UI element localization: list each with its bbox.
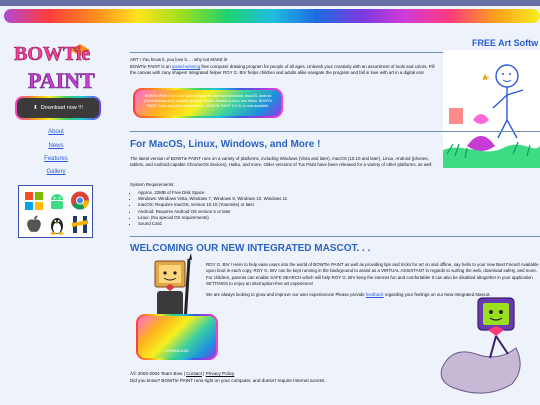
mascot-roy-g-biv-image bbox=[438, 296, 540, 400]
platforms-paragraph: The latest version of BOWTie PAINT runs on a variety of platforms, including Windows (Vista and later), macOS (10.10 and later), Linux, Android (phones, tablets, and Android-capable ChromeOS devices), Haiku, and more. Older versions of Tux Paint have been released for a variety of other platforms, as well. bbox=[130, 156, 433, 168]
top-bar bbox=[0, 0, 540, 6]
nav-news[interactable]: News bbox=[48, 143, 64, 149]
download-button[interactable] bbox=[15, 96, 101, 120]
list-item: • macOS: Requires macOS, version 10.10 (Yosemite) or later bbox=[138, 202, 330, 208]
list-item: • Windows: Windows Vista, Windows 7, Windows 8, Windows 10, Windows 11 bbox=[138, 196, 330, 202]
apple-icon bbox=[24, 214, 44, 235]
promo-text: BOWTie PAINT 0.9.34 is now available for Microsoft Windows, macOS, Android (Chromebooks too), Android (arm64) Gnack, Android (Linux) and Haiku. BOWTie PAINT Color and other platforms too. BOWTie PAINT 0.9.31 is now available. bbox=[135, 90, 281, 116]
footer-note: Did you know? BOWTie PAINT runs right on your computer, and doesn't require Internet access. bbox=[130, 378, 326, 383]
feedback-text-post: regarding your feelings on our New Integrated Mascot. bbox=[383, 292, 491, 297]
mascot-paragraph: ROY G. BIV ! Here to help ease users into the world of BOWTie PAINT as well as providing tips and tricks for art on and offline, say hello to your new Best Friend! Available upon boot in each copy, ROY G. BIV can be kept running in the background to assist as a VIRTUAL ASSISTANT in regards to surfing the web, download safety, and more. For children, parents can enable SAFE SEARCH which will help ROY G. BIV keep the internet fun and comfortable! It can also be disabled altogether in your application SETTINGS to enjoy an interruption-free art experience! bbox=[206, 262, 539, 287]
list-item: • Sound Card. bbox=[138, 221, 330, 227]
promo-banner[interactable] bbox=[133, 88, 283, 118]
nav-features[interactable]: Features bbox=[44, 156, 68, 162]
list-item: • Linux: (No special OS requirements) bbox=[138, 215, 330, 221]
logo-text-bottom: PAINT bbox=[28, 68, 95, 93]
nav-gallery[interactable]: Gallery bbox=[46, 169, 66, 175]
child-drawing-image bbox=[443, 50, 540, 168]
footer-separator: | bbox=[203, 371, 205, 376]
chrome-icon bbox=[70, 190, 90, 211]
requirements-list bbox=[130, 190, 330, 227]
intro-text-post: free computer drawing program for people of all ages. Unleash your creativity with an assortment of tools and colors. Fill the canvas with zany shapes! Integrated helper ROY G. BIV helps children and adults alike navigate the program and fall in love with art in a digital era! bbox=[130, 64, 435, 76]
rainbow-banner bbox=[4, 9, 540, 23]
intro-tagline: ART ! You know it, you love it. . . why not MAKE it! bbox=[130, 57, 228, 62]
copyright-text: Â© 2003-2004 Team Bow | bbox=[130, 371, 185, 376]
windows-icon bbox=[24, 190, 44, 211]
feedback-link[interactable]: feedback bbox=[365, 292, 384, 297]
list-item: • Approx. 22MB of Free Disk Space. bbox=[138, 190, 330, 196]
download-icon: ⬇ bbox=[33, 105, 38, 111]
mascot-download-box[interactable] bbox=[136, 314, 218, 360]
linux-icon bbox=[47, 214, 67, 235]
haiku-icon bbox=[70, 214, 90, 235]
list-item: • Android: Requires Android OS version 5 or later bbox=[138, 209, 330, 215]
mascot-box-label: DOWNLOAD bbox=[165, 348, 189, 354]
feedback-text-pre: We are always looking to grow and improve our user experiences! Please provide bbox=[206, 292, 366, 297]
platform-icons bbox=[18, 185, 93, 238]
contact-link[interactable]: Contact bbox=[186, 371, 202, 376]
android-icon bbox=[47, 190, 67, 211]
bowtie-paint-logo[interactable] bbox=[10, 36, 102, 94]
free-art-software-heading: FREE Art Softw bbox=[472, 38, 539, 48]
logo-text-top: BOWTie bbox=[14, 43, 91, 65]
nav-about[interactable]: About bbox=[48, 129, 64, 135]
mascot-title: WELCOMING OUR NEW INTEGRATED MASCOT. . . bbox=[130, 243, 371, 254]
platforms-title: For MacOS, Linux, Windows, and More ! bbox=[130, 139, 321, 150]
intro-text-pre: BOWTie PAINT is an bbox=[130, 64, 172, 69]
download-label: Download now !!! bbox=[40, 105, 83, 111]
privacy-policy-link[interactable]: Privacy Policy bbox=[205, 371, 235, 376]
award-winning-link[interactable]: award-winning bbox=[171, 64, 201, 69]
intro-paragraph bbox=[130, 64, 440, 77]
divider bbox=[130, 236, 540, 237]
footer-links bbox=[130, 371, 234, 377]
system-requirements-label: System Requirements: bbox=[130, 182, 175, 187]
divider bbox=[130, 131, 540, 132]
